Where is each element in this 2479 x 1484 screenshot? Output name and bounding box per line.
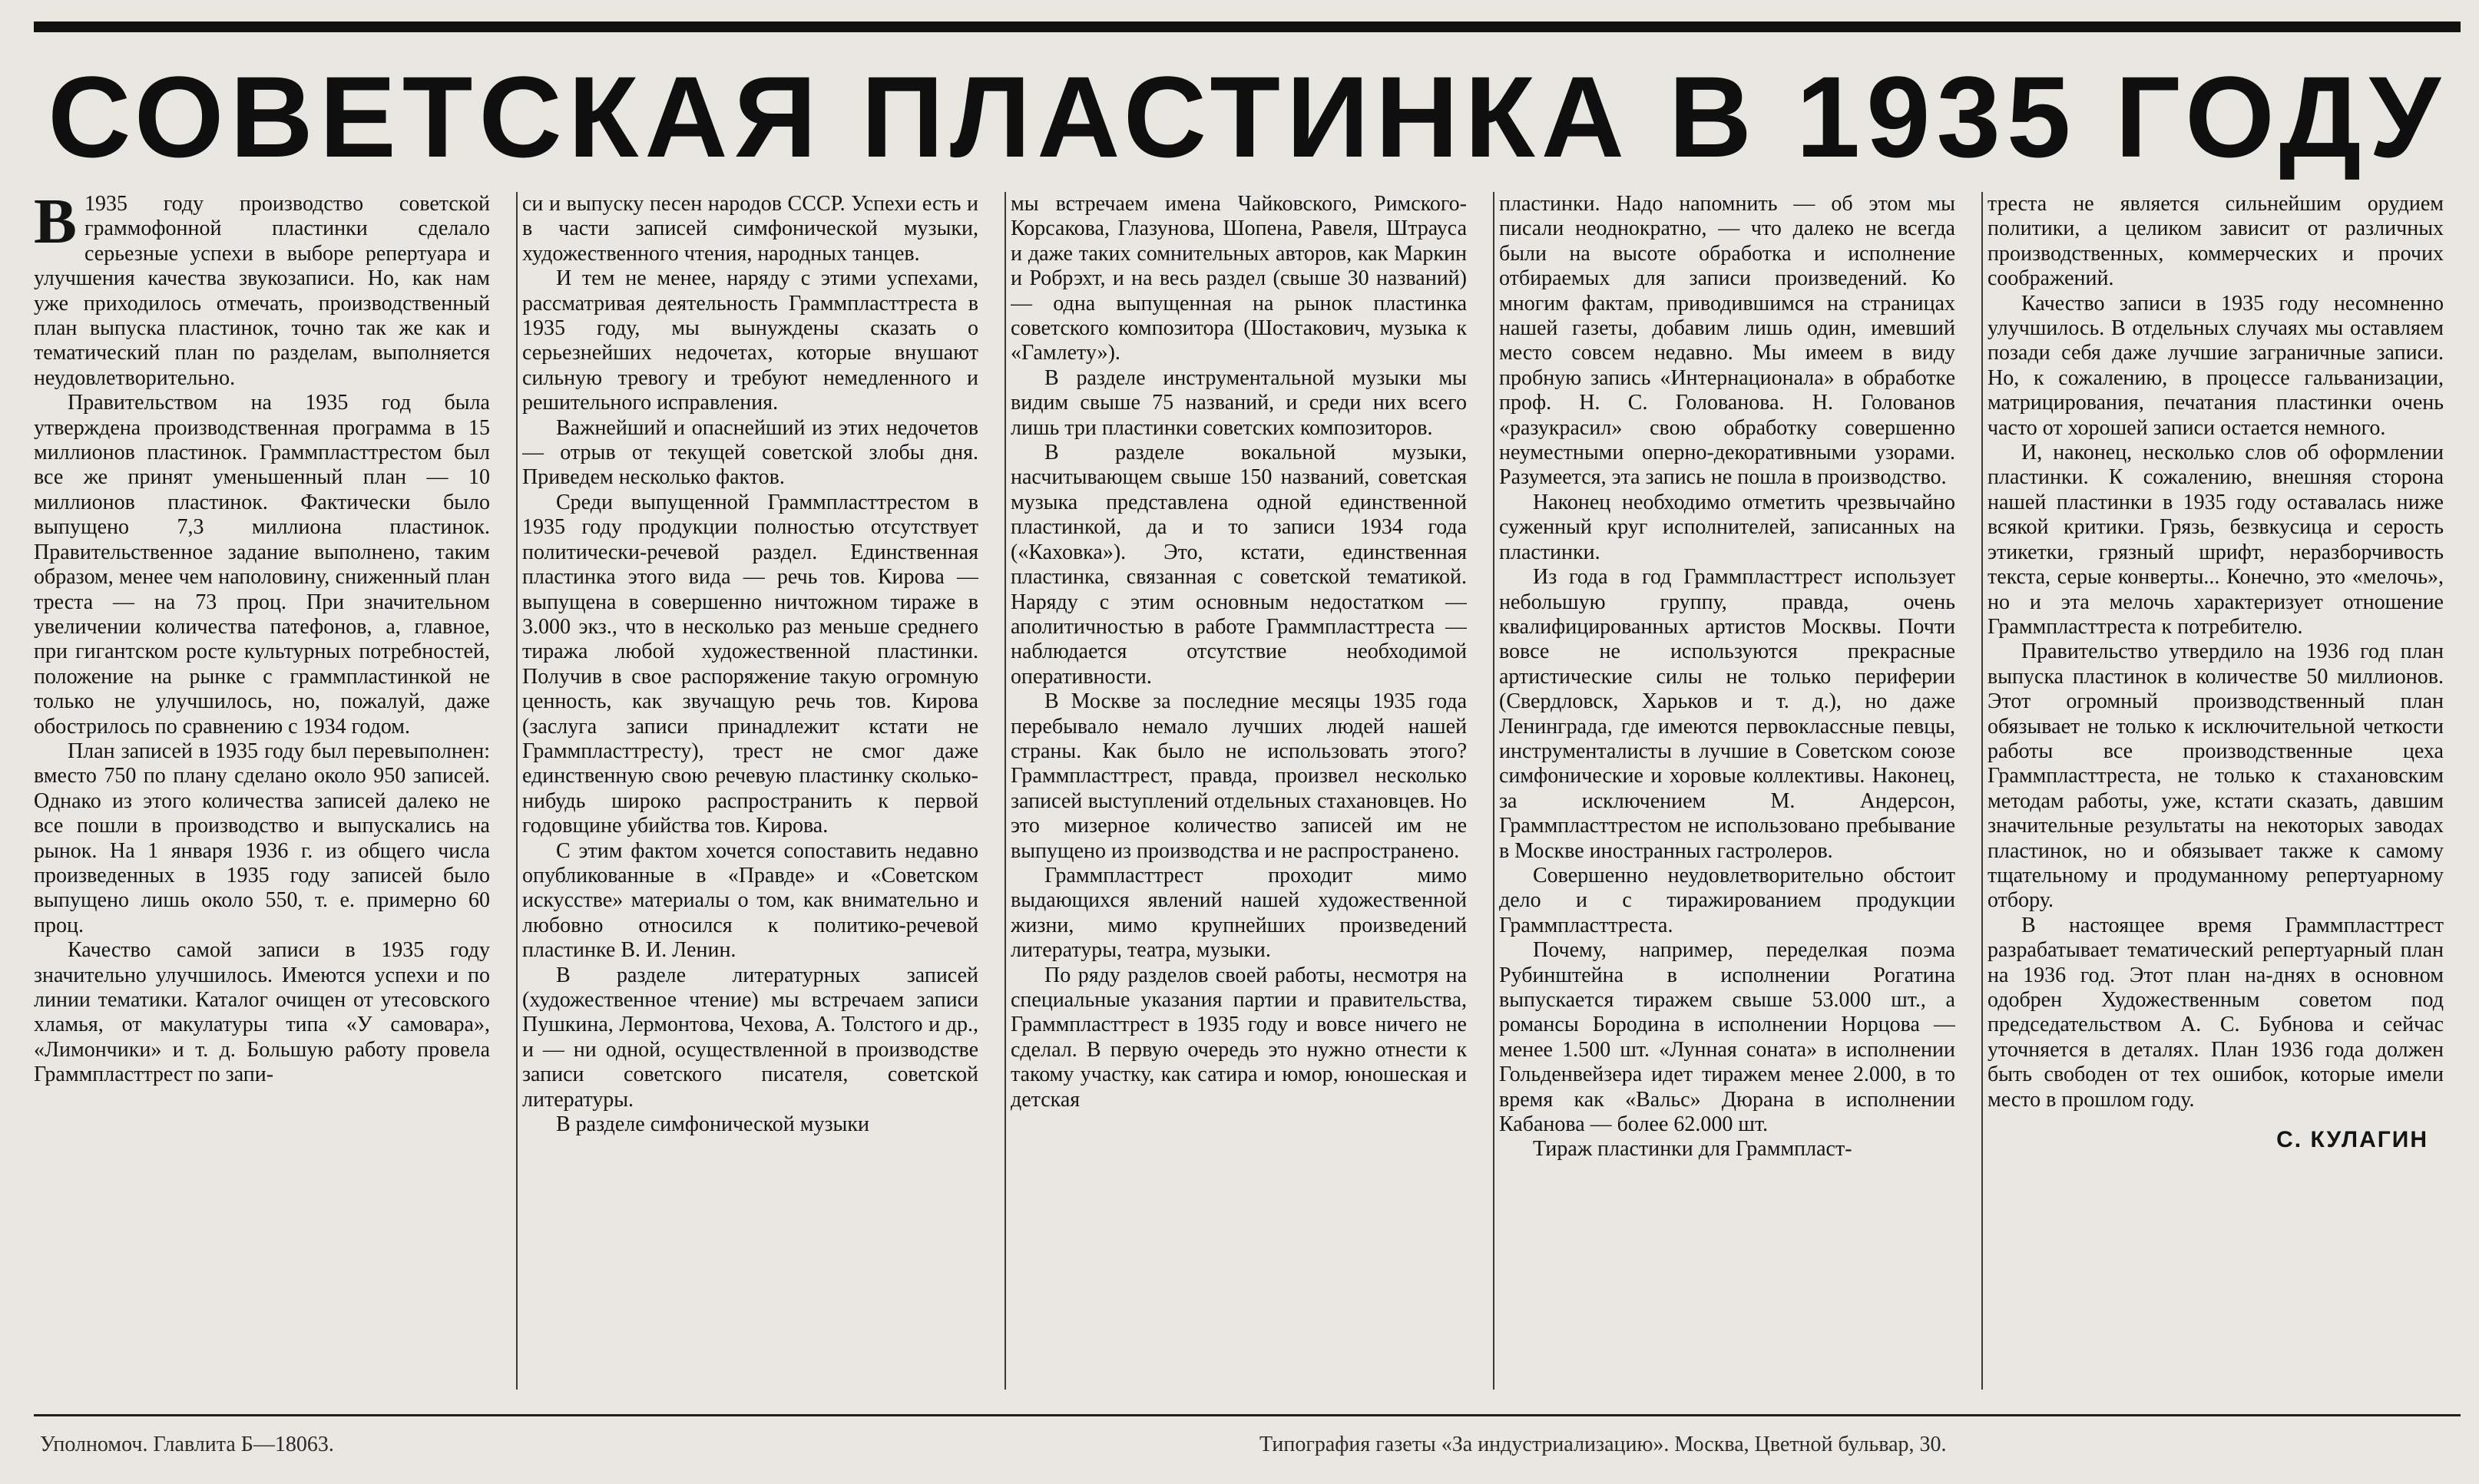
article-column-1 xyxy=(34,192,490,1390)
author-signature: С. КУЛАГИН xyxy=(2276,1127,2428,1153)
article-paragraph: мы встречаем имена Чайковского, Римского-Корсакова, Глазунова, Шопена, Равеля, Штрауса и даже таких сомнительных авторов, как Маркин и Робрэхт, и на весь раздел (свыше 30 названий) — одна выпущенная на рынок пластинка советского композитора (Шостакович, музыка к «Гамлету»). xyxy=(1011,192,1467,365)
article-paragraph: В Москве за последние месяцы 1935 года перебывало немало лучших людей нашей страны. Как было не использовать этого? Граммпласттрест, правда, произвел несколько записей выступлений отдельных стахановцев. Но это мизерное количество записей им не выпущено из производства и не распространено. xyxy=(1011,689,1467,863)
article-paragraph: План записей в 1935 году был перевыполнен: вместо 750 по плану сделано около 950 записей. Однако из этого количества записей далеко не все пошли в производство и выпускались на рынок. На 1 января 1936 г. из общего числа произведенных в 1935 году записей было выпущено лишь около 550, т. е. примерно 60 проц. xyxy=(34,739,490,937)
article-paragraph: си и выпуску песен народов СССР. Успехи есть и в части записей симфонической музыки, художественного чтения, народных танцев. xyxy=(522,192,978,266)
article-column-2 xyxy=(522,192,978,1390)
article-paragraph: По ряду разделов своей работы, несмотря на специальные указания партии и правительства, Граммпласттрест в 1935 году и вовсе ничего не сделал. В первую очередь это нужно отнести к такому участку, как сатира и юмор, юношеская и детская xyxy=(1011,963,1467,1112)
article-paragraph: Из года в год Граммпласттрест использует небольшую группу, правда, очень квалифицированных артистов Москвы. Почти вовсе не используются прекрасные артистические силы не только периферии (Свердловск, Харьков и т. д.), но даже Ленинграда, где имеются первоклассные певцы, инструменталисты в лучшие в Советском союзе симфонические и хоровые коллективы. Наконец, за исключением М. Андерсон, Граммпласттрестом не использовано пребывание в Москве иностранных гастролеров. xyxy=(1499,565,1955,863)
article-paragraph: пластинки. Надо напомнить — об этом мы писали неоднократно, — что далеко не всегда были на высоте обработка и исполнение отбираемых для записи произведений. Ко многим фактам, приводившимся на страницах нашей газеты, добавим лишь один, имевший место совсем недавно. Мы имеем в виду пробную запись «Интернационала» в обработке проф. Н. С. Голованова. Н. Голованов «разукрасил» свою обработку совершенно неуместными оперно-декоративными узорами. Разумеется, эта запись не пошла в производство. xyxy=(1499,192,1955,490)
drop-cap: В xyxy=(34,192,78,257)
article-paragraph: Тираж пластинки для Граммпласт- xyxy=(1533,1137,1852,1162)
article-paragraph: Граммпласттрест проходит мимо выдающихся явлений нашей художественной жизни, мимо крупнейших произведений литературы, театра, музыки. xyxy=(1011,863,1467,963)
printer-imprint: Типография газеты «За индустриализацию». Москва, Цветной бульвар, 30. xyxy=(1259,1433,1947,1456)
article-paragraph: Качество самой записи в 1935 году значительно улучшилось. Имеются успехи и по линии тематики. Каталог очищен от утесовского хламья, от макулатуры типа «У самовара», «Лимончики» и т. д. Большую работу провела Граммпласттрест по запи- xyxy=(34,938,490,1087)
article-column-5 xyxy=(1988,192,2444,1390)
article-body xyxy=(34,192,2467,1390)
article-column-4 xyxy=(1499,192,1955,1390)
article-paragraph: треста не является сильнейшим орудием политики, а целиком зависит от различных производственных, коммерческих и прочих соображений. xyxy=(1988,192,2444,291)
top-rule xyxy=(34,21,2461,32)
article-paragraph: Правительство утвердило на 1936 год план выпуска пластинок в количестве 50 миллионов. Этот огромный производственный план обязывает не только к исключительной четкости работы все производственные цеха Граммпласттреста, не только к стахановским методам работы, уже, кстати сказать, давшим значительные результаты на некоторых заводах пластинок, но и обязывает также к самому тщательному и продуманному репертуарному отбору. xyxy=(1988,640,2444,913)
headline: СОВЕТСКАЯ ПЛАСТИНКА В 1935 ГОДУ xyxy=(48,52,2447,181)
article-paragraph: С этим фактом хочется сопоставить недавно опубликованные в «Правде» и «Советском искусстве» материалы о том, как внимательно и любовно относился к политико-речевой пластинке В. И. Ленин. xyxy=(522,838,978,963)
article-paragraph: В разделе вокальной музыки, насчитывающем свыше 150 названий, советская музыка представлена одной единственной пластинкой, да и то записи 1934 года («Каховка»). Это, кстати, единственная пластинка, связанная с советской тематикой. Наряду с этим основным недостатком — аполитичностью в работе Граммпласттреста — наблюдается отсутствие необходимой оперативности. xyxy=(1011,441,1467,689)
bottom-rule xyxy=(34,1414,2461,1416)
article-column-3 xyxy=(1011,192,1467,1390)
article-paragraph: В настоящее время Граммпласттрест разрабатывает тематический репертуарный план на 1936 год. Этот план на-днях в основном одобрен Художественным советом под председательством А. С. Бубнова и сейчас уточняется в деталях. План 1936 года должен быть свободен от тех ошибок, которые имели место в прошлом году. xyxy=(1988,913,2444,1112)
article-paragraph: Совершенно неудовлетворительно обстоит дело и с тиражированием продукции Граммпласттреста. xyxy=(1499,863,1955,937)
article-paragraph: И тем не менее, наряду с этими успехами, рассматривая деятельность Граммпласттреста в 1935 году, мы вынуждены сказать о серьезнейших недочетах, которые внушают сильную тревогу и требуют немедленного и решительного исправления. xyxy=(522,266,978,415)
article-paragraph: Правительством на 1935 год была утверждена производственная программа в 15 миллионов пластинок. Граммпласттрестом был все же принят уменьшенный план — 10 миллионов пластинок. Фактически было выпущено 7,3 миллиона пластинок. Правительственное задание выполнено, таким образом, менее чем наполовину, сниженный план треста — на 73 проц. При значительном увеличении количества патефонов, а, главное, при гигантском росте культурных потребностей, положение на рынке с граммпластинкой не только не улучшилось, но, пожалуй, даже обострилось по сравнению с 1934 годом. xyxy=(34,391,490,739)
article-paragraph: В разделе симфонической музыки xyxy=(556,1112,869,1137)
article-paragraph: Среди выпущенной Граммпласттрестом в 1935 году продукции полностью отсутствует политически-речевой раздел. Единственная пластинка этого вида — речь тов. Кирова — выпущена в совершенно ничтожном тираже в 3.000 экз., что в несколько раз меньше среднего тиража любой художественной пластинки. Получив в свое распоряжение такую огромную ценность, как звучащую речь тов. Кирова (заслуга записи принадлежит кстати не Граммпласттресту), трест не смог даже единственную свою речевую пластинку сколько-нибудь широко распространить к первой годовщине убийства тов. Кирова. xyxy=(522,490,978,838)
article-paragraph: В разделе литературных записей (художественное чтение) мы встречаем записи Пушкина, Лермонтова, Чехова, А. Толстого и др., и — ни одной, осуществленной в производстве записи советского писателя, советской литературы. xyxy=(522,963,978,1112)
article-paragraph: В разделе инструментальной музыки мы видим свыше 75 названий, и среди них всего лишь три пластинки советских композиторов. xyxy=(1011,365,1467,440)
censor-note: Уполномоч. Главлита Б—18063. xyxy=(40,1433,334,1456)
article-paragraph: Важнейший и опаснейший из этих недочетов — отрыв от текущей советской злобы дня. Приведем несколько фактов. xyxy=(522,415,978,490)
article-paragraph: В 1935 году производство советской граммофонной пластинки сделало серьезные успехи в выборе репертуара и улучшения качества звукозаписи. Но, как нам уже приходилось отмечать, производственный план выпуска пластинок, точно так же как и тематический план по разделам, выполняется неудовлетворительно. xyxy=(34,192,490,390)
article-paragraph: Наконец необходимо отметить чрезвычайно суженный круг исполнителей, записанных на пластинки. xyxy=(1499,490,1955,564)
article-paragraph: Почему, например, переделкая поэма Рубинштейна в исполнении Рогатина выпускается тиражем свыше 53.000 шт., а романсы Бородина в исполнении Норцова — менее 1.500 шт. «Лунная соната» в исполнении Гольденвейзера идет тиражем менее 2.000, в то время как «Вальс» Дюрана в исполнении Кабанова — более 62.000 шт. xyxy=(1499,938,1955,1137)
article-paragraph: Качество записи в 1935 году несомненно улучшилось. В отдельных случаях мы оставляем позади себя даже лучшие заграничные записи. Но, к сожалению, в процессе гальванизации, матрицирования, печатания пластинки очень часто от хорошей записи остается немного. xyxy=(1988,291,2444,440)
article-paragraph: И, наконец, несколько слов об оформлении пластинки. К сожалению, внешняя сторона нашей пластинки в 1935 году оставалась ниже всякой критики. Грязь, безвкусица и серость этикетки, грязный шрифт, неразборчивость текста, серые конверты... Конечно, это «мелочь», но и эта мелочь характеризует отношение Граммпласттреста к потребителю. xyxy=(1988,441,2444,639)
